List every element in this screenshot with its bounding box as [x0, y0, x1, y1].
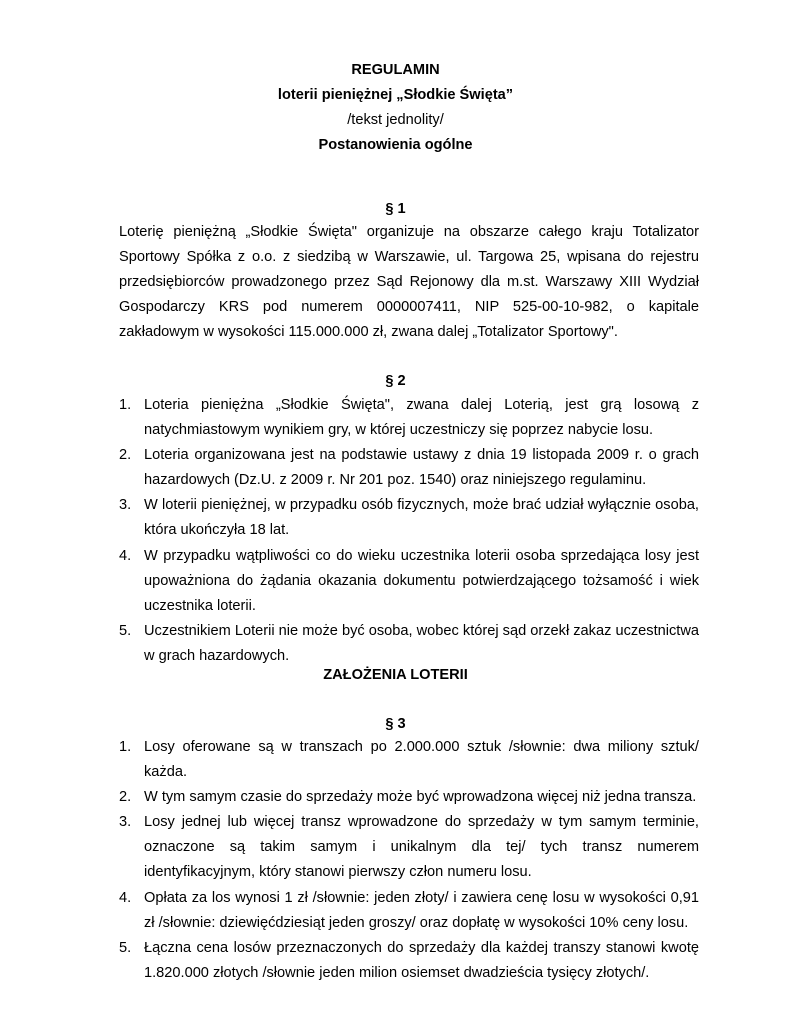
paragraph-1-text: Loterię pieniężną „Słodkie Święta" organizuje na obszarze całego kraju Totalizator Sportowy Spółka z o.o. z siedzibą w Warszawie, ul. Targowa 25, wpisana do rejestru przedsiębiorców prowadzonego przez Sąd Rejonowy dla m.st. Warszawy XIII Wydział Gospodarczy KRS pod numerem 0000007411, NIP 525-00-10-982, o kapitale zakładowym w wysokości 115.000.000 zł, zwana dalej „Totalizator Sportowy".: [119, 224, 699, 341]
list-item-number: 3.: [119, 497, 132, 514]
list-item-number: 4.: [119, 547, 132, 564]
list-item-text: Opłata za los wynosi 1 zł /słownie: jeden złoty/ i zawiera cenę losu w wysokości 0,91 zł /słownie: dziewięćdziesiąt jeden groszy/ oraz dopłatę w wysokości 10% ceny losu.: [144, 889, 699, 931]
list-item-text: W tym samym czasie do sprzedaży może być wprowadzona więcej niż jedna transza.: [144, 789, 697, 806]
list-item: [119, 735, 699, 785]
list-item-number: 1.: [119, 739, 132, 755]
list-item: [119, 443, 699, 493]
list-item-number: 3.: [119, 814, 132, 831]
paragraph-mark-3: § 3: [385, 716, 406, 732]
document-subtitle: loterii pieniężnej „Słodkie Święta”: [277, 87, 514, 103]
list-item: [119, 810, 699, 885]
section-heading-general: Postanowienia ogólne: [318, 137, 473, 153]
list-item-number: 5.: [119, 939, 132, 956]
list-item: [119, 785, 699, 810]
list-item-number: 1.: [119, 397, 132, 413]
list-item-text: Loteria organizowana jest na podstawie ustawy z dnia 19 listopada 2009 r. o grach hazardowych (Dz.U. z 2009 r. Nr 201 poz. 1540) oraz niniejszego regulaminu.: [144, 447, 699, 489]
list-item-text: Uczestnikiem Loterii nie może być osoba, wobec której sąd orzekł zakaz uczestnictwa w grach hazardowych.: [144, 622, 699, 664]
paragraph-mark-1: § 1: [385, 201, 406, 217]
paragraph-2-list: [119, 393, 699, 669]
list-item: [119, 886, 699, 936]
list-item: [119, 936, 699, 986]
list-item: [119, 544, 699, 619]
list-item-number: 2.: [119, 447, 132, 464]
list-item-text: Łączna cena losów przeznaczonych do sprzedaży dla każdej transzy stanowi kwotę 1.820.000 złotych /słownie jeden milion osiemset dwadzieścia tysięcy złotych/.: [144, 939, 699, 981]
list-item-text: W loterii pieniężnej, w przypadku osób fizycznych, może brać udział wyłącznie osoba, która ukończyła 18 lat.: [144, 497, 699, 539]
paragraph-3-list: [119, 735, 699, 986]
list-item-number: 2.: [119, 789, 132, 806]
document-title: REGULAMIN: [351, 62, 440, 78]
list-item-text: W przypadku wątpliwości co do wieku uczestnika loterii osoba sprzedająca losy jest upoważniona do żądania okazania dokumentu potwierdzającego tożsamość i wiek uczestnika loterii.: [144, 547, 699, 614]
list-item: [119, 493, 699, 543]
document-note: /tekst jednolity/: [347, 112, 444, 128]
list-item-text: Loteria pieniężna „Słodkie Święta", zwana dalej Loterią, jest grą losową z natychmiastowym wynikiem gry, w której uczestniczy się poprzez nabycie losu.: [144, 397, 699, 439]
list-item-number: 4.: [119, 889, 132, 906]
list-item-text: Losy oferowane są w transzach po 2.000.000 sztuk /słownie: dwa miliony sztuk/ każda.: [144, 739, 699, 781]
paragraph-mark-2: § 2: [385, 373, 406, 389]
list-item-number: 5.: [119, 622, 132, 639]
section-heading-assumptions: ZAŁOŻENIA LOTERII: [323, 667, 468, 683]
list-item: [119, 619, 699, 669]
list-item-text: Losy jednej lub więcej transz wprowadzone do sprzedaży w tym samym terminie, oznaczone są takim samym i unikalnym dla tej/ tych transz numerem identyfikacyjnym, który stanowi pierwszy człon numeru losu.: [144, 814, 699, 881]
list-item: [119, 393, 699, 443]
